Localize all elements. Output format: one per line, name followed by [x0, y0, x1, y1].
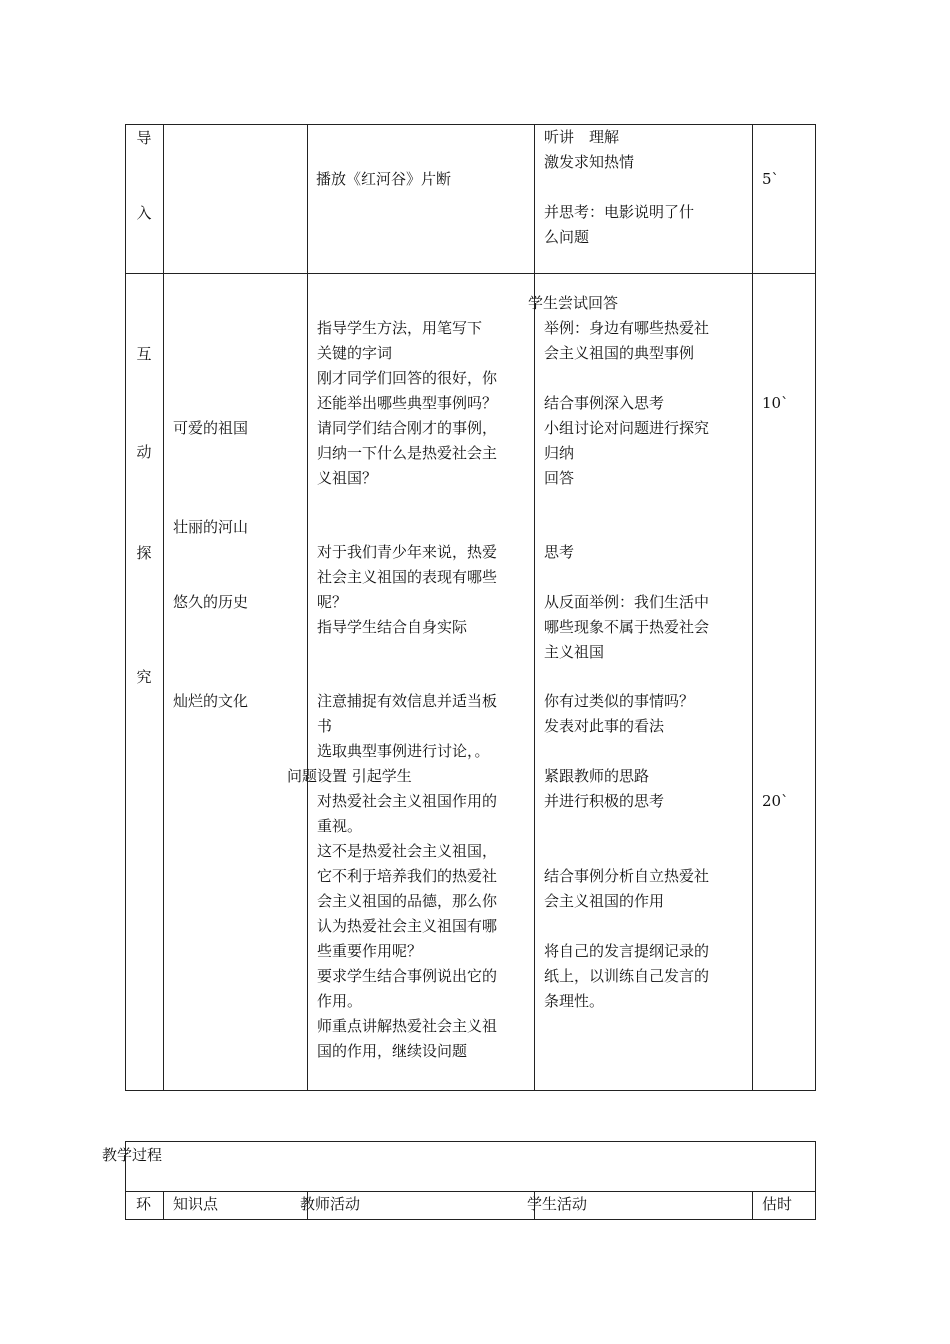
teacher-line: 要求学生结合事例说出它的: [317, 967, 498, 985]
teacher-line: 还能举出哪些典型事例吗？: [317, 394, 498, 412]
table-divider: [534, 124, 535, 1091]
process-title: 教学过程: [102, 1146, 163, 1164]
table-divider: [163, 124, 164, 1091]
student-line: 紧跟教师的思路: [544, 767, 650, 785]
teacher-line: 义祖国？: [317, 469, 378, 487]
student-line: 小组讨论对问题进行探究: [544, 419, 710, 437]
time-explore-2: 20`: [762, 792, 789, 810]
teacher-line: 对于我们青少年来说，热爱: [317, 543, 498, 561]
student-line: 举例：身边有哪些热爱社: [544, 319, 710, 337]
table-divider: [752, 1191, 753, 1220]
teacher-line: 关键的字词: [317, 344, 393, 362]
teacher-line: 刚才同学们回答的很好，你: [317, 369, 498, 387]
teacher-line: 师重点讲解热爱社会主义祖: [317, 1017, 498, 1035]
student-line: 你有过类似的事情吗？: [544, 692, 695, 710]
stage-char: 动: [136, 443, 152, 461]
student-line: 发表对此事的看法: [544, 717, 665, 735]
knowledge-item: 灿烂的文化: [173, 692, 249, 710]
table-divider: [752, 124, 753, 1091]
teacher-line: 呢？: [317, 593, 348, 611]
teacher-line: 国的作用，继续设问题: [317, 1042, 468, 1060]
student-line: 归纳: [544, 444, 575, 462]
header-teacher: 教师活动: [300, 1195, 361, 1213]
teacher-line: 请同学们结合刚才的事例，: [317, 419, 498, 437]
student-line: 并思考：电影说明了什: [544, 203, 695, 221]
stage-char: 探: [136, 544, 152, 562]
table-divider: [163, 1191, 164, 1220]
teacher-line: 认为热爱社会主义祖国有哪: [317, 917, 498, 935]
knowledge-item: 悠久的历史: [173, 593, 249, 611]
table-divider: [125, 273, 816, 274]
student-line: 回答: [544, 469, 575, 487]
student-line: 主义祖国: [544, 643, 605, 661]
header-student: 学生活动: [527, 1195, 588, 1213]
teacher-line: 指导学生结合自身实际: [317, 618, 468, 636]
student-line: 听讲 理解: [544, 128, 620, 146]
student-line: 纸上，以训练自己发言的: [544, 967, 710, 985]
student-line: 结合事例深入思考: [544, 394, 665, 412]
teacher-line: 注意捕捉有效信息并适当板: [317, 692, 498, 710]
student-line: 结合事例分析自立热爱社: [544, 867, 710, 885]
student-line: 并进行积极的思考: [544, 792, 665, 810]
student-try-line: 学生尝试回答: [528, 294, 619, 312]
student-line: 将自己的发言提纲记录的: [544, 942, 710, 960]
student-line: 条理性。: [544, 992, 605, 1010]
teacher-line: 会主义祖国的品德，那么你: [317, 892, 498, 910]
time-intro: 5`: [762, 170, 780, 188]
stage-char: 入: [136, 204, 152, 222]
student-line: 思考: [544, 543, 575, 561]
teacher-line: 选取典型事例进行讨论，。: [317, 742, 490, 760]
student-line: 激发求知热情: [544, 153, 635, 171]
teacher-line: 这不是热爱社会主义祖国，: [317, 842, 498, 860]
teacher-line: 作用。: [317, 992, 363, 1010]
teacher-line: 对热爱社会主义祖国作用的: [317, 792, 498, 810]
stage-char: 究: [136, 668, 152, 686]
student-line: 么问题: [544, 228, 590, 246]
student-line: 会主义祖国的作用: [544, 892, 665, 910]
table-divider: [125, 1191, 816, 1192]
knowledge-item: 可爱的祖国: [173, 419, 249, 437]
teacher-line: 社会主义祖国的表现有哪些: [317, 568, 498, 586]
student-line: 会主义祖国的典型事例: [544, 344, 695, 362]
stage-char: 互: [136, 345, 152, 363]
teacher-line: 归纳一下什么是热爱社会主: [317, 444, 498, 462]
table-divider: [307, 124, 308, 1091]
header-knowledge: 知识点: [173, 1195, 219, 1213]
teacher-activity-intro: 播放《红河谷》片断: [316, 170, 452, 188]
teacher-line: 些重要作用呢？: [317, 942, 423, 960]
teacher-line: 重视。: [317, 817, 363, 835]
time-explore-1: 10`: [762, 394, 789, 412]
knowledge-item: 壮丽的河山: [173, 518, 249, 536]
teacher-line: 指导学生方法，用笔写下: [317, 319, 483, 337]
student-line: 哪些现象不属于热爱社会: [544, 618, 710, 636]
stage-char: 导: [136, 129, 152, 147]
teacher-line: 它不利于培养我们的热爱社: [317, 867, 498, 885]
teacher-line: 书: [317, 717, 333, 735]
process-table: [125, 1141, 816, 1220]
problem-setup-line: 问题设置 引起学生: [287, 767, 412, 785]
header-time: 估时: [762, 1195, 793, 1213]
header-stage: 环: [136, 1195, 152, 1213]
student-line: 从反面举例：我们生活中: [544, 593, 710, 611]
